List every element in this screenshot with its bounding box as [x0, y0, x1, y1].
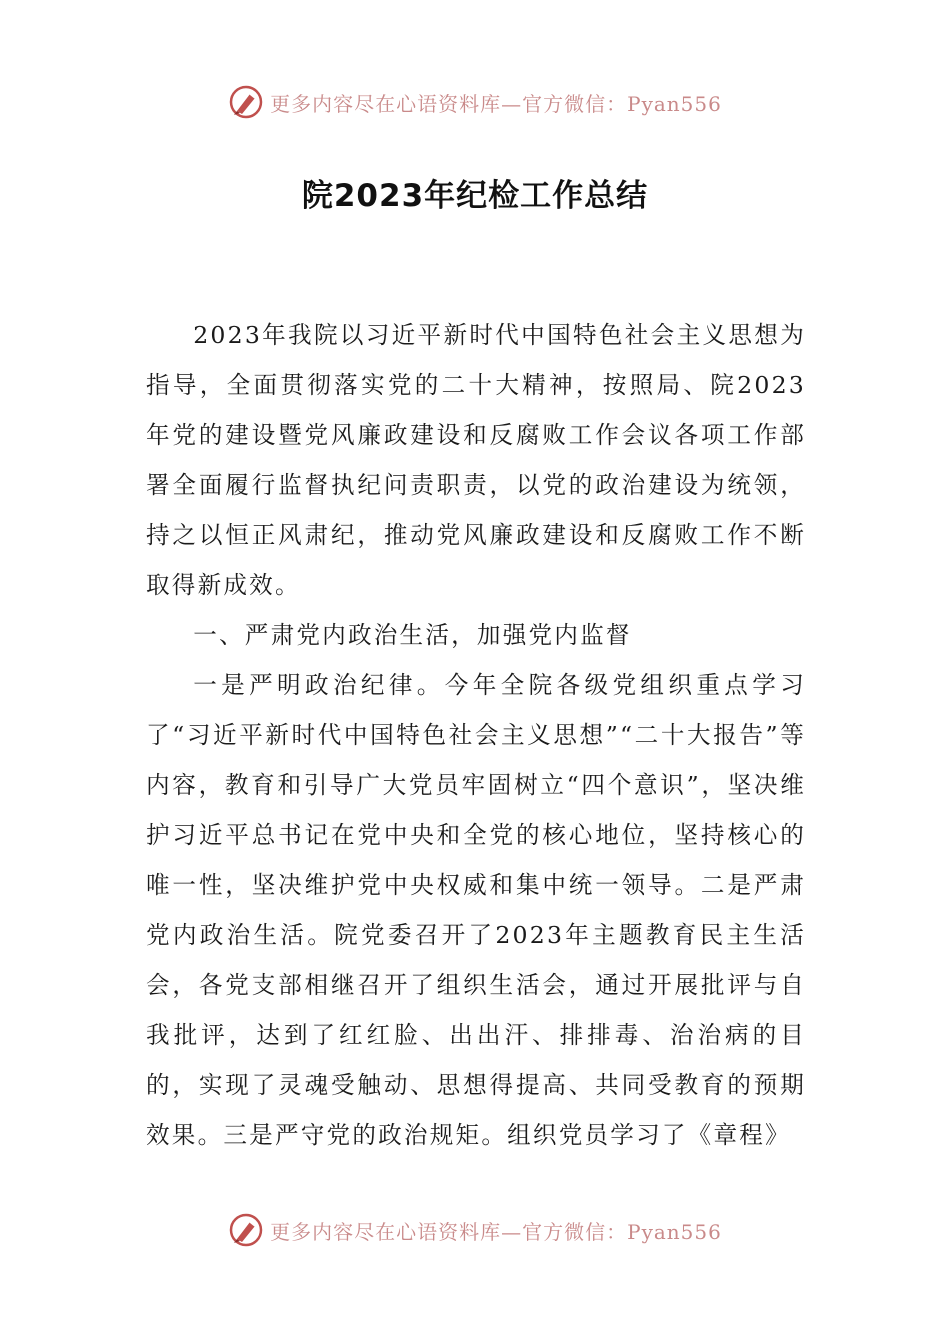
pen-nib-logo-icon — [228, 84, 264, 120]
intro-paragraph: 2023年我院以习近平新时代中国特色社会主义思想为指导，全面贯彻落实党的二十大精神，按照局、院2023年党的建设暨党风廉政建设和反腐败工作会议各项工作部署全面履行监督执纪问责职责，以党的政治建设为统领，持之以恒正风肃纪，推动党风廉政建设和反腐败工作不断取得新成效。 — [146, 321, 806, 599]
document-title: 院2023年纪检工作总结 — [301, 178, 649, 214]
pen-nib-logo-icon — [228, 1212, 264, 1248]
section-heading: 一、严肃党内政治生活，加强党内监督 — [193, 621, 632, 649]
banner-text: 更多内容尽在心语资料库—官方微信：Pyan556 — [270, 91, 722, 116]
banner-text: 更多内容尽在心语资料库—官方微信：Pyan556 — [270, 1219, 722, 1244]
document-body — [146, 310, 806, 1160]
header-banner — [0, 80, 950, 124]
footer-banner — [0, 1208, 950, 1252]
body-paragraph: 一是严明政治纪律。今年全院各级党组织重点学习了“习近平新时代中国特色社会主义思想”“二十大报告”等内容，教育和引导广大党员牢固树立“四个意识”，坚决维护习近平总书记在党中央和全党的核心地位，坚持核心的唯一性，坚决维护党中央权威和集中统一领导。二是严肃党内政治生活。院党委召开了2023年主题教育民主生活会，各党支部相继召开了组织生活会，通过开展批评与自我批评，达到了红红脸、出出汗、排排毒、治治病的目的，实现了灵魂受触动、思想得提高、共同受教育的预期效果。三是严守党的政治规矩。组织党员学习了《章程》 — [146, 671, 806, 1149]
